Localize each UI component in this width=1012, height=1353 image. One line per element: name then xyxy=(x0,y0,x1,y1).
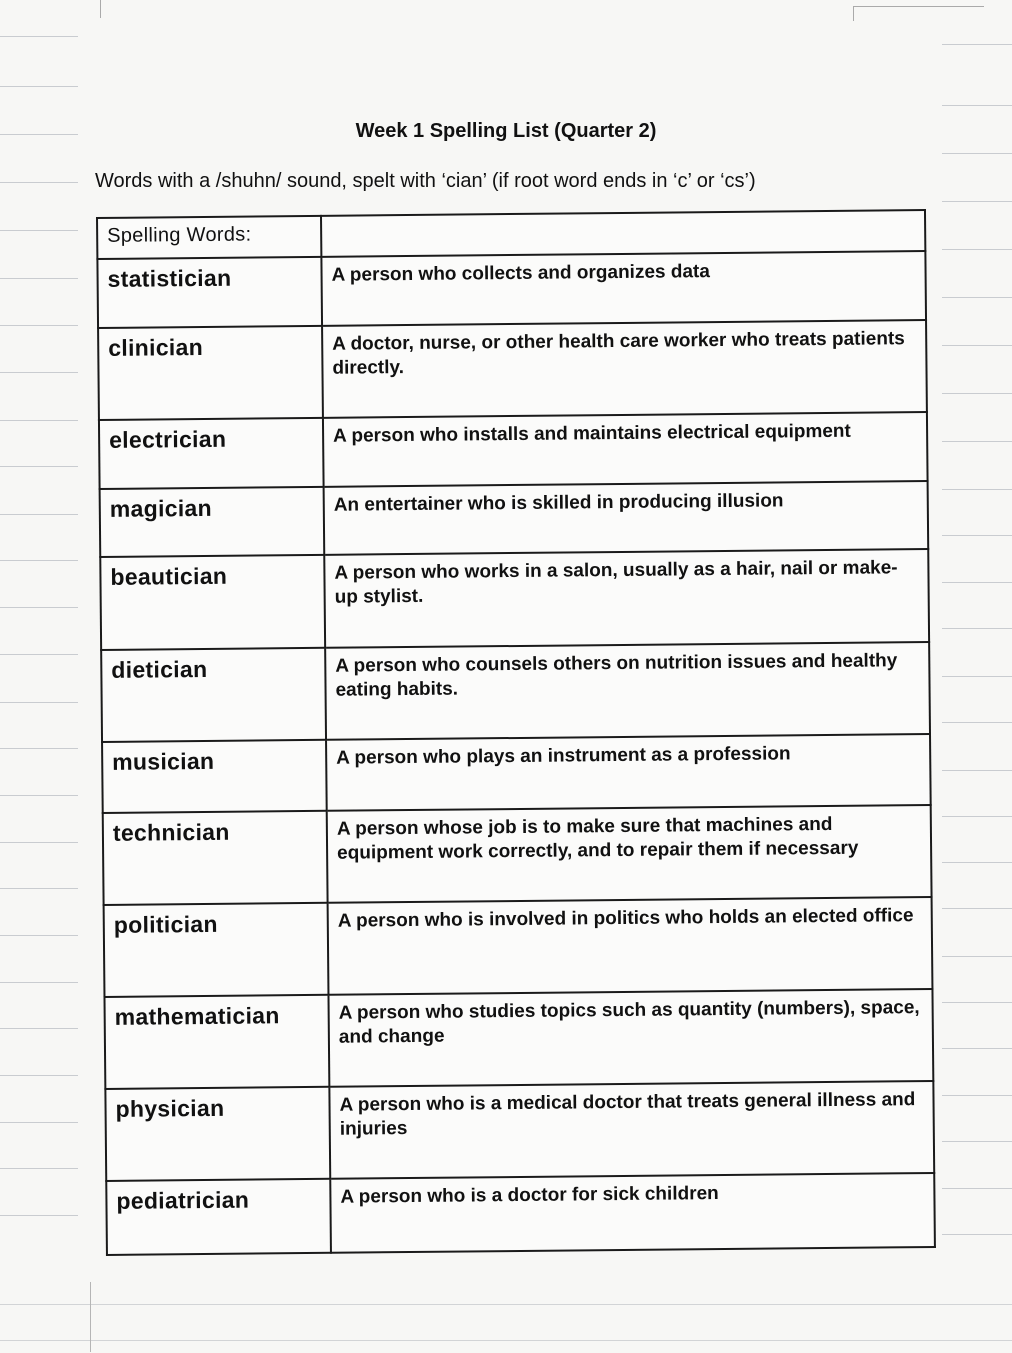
spelling-table xyxy=(96,209,936,1256)
spelling-word: pediatrician xyxy=(106,1179,331,1255)
word-definition: A person who plays an instrument as a profession xyxy=(326,734,931,811)
table-row xyxy=(104,989,933,1089)
word-definition: A person who is involved in politics who holds an elected office xyxy=(328,897,933,995)
spelling-word: clinician xyxy=(98,326,323,420)
spelling-word: statistician xyxy=(97,257,322,328)
table-row xyxy=(98,320,927,420)
word-definition: A person who collects and organizes data xyxy=(321,251,926,326)
word-definition: A person who is a doctor for sick children xyxy=(330,1173,935,1253)
word-definition: A person who installs and maintains electrical equipment xyxy=(323,412,928,487)
table-row xyxy=(102,734,931,813)
table-row xyxy=(104,897,933,997)
spelling-word: musician xyxy=(102,740,327,813)
spelling-word: electrician xyxy=(99,418,324,489)
word-definition: An entertainer who is skilled in producing illusion xyxy=(324,481,929,555)
spelling-word: technician xyxy=(103,811,328,905)
table-row xyxy=(97,251,926,328)
header-spelling-words: Spelling Words: xyxy=(97,216,321,259)
table-row xyxy=(99,412,928,489)
spelling-word: dietician xyxy=(101,648,326,742)
table-row xyxy=(101,642,930,742)
table-row xyxy=(100,481,929,557)
spelling-word: physician xyxy=(105,1087,330,1181)
word-definition: A doctor, nurse, or other health care worker who treats patients directly. xyxy=(322,320,927,418)
word-definition: A person who is a medical doctor that treats general illness and injuries xyxy=(329,1081,934,1179)
word-definition: A person who counsels others on nutrition issues and healthy eating habits. xyxy=(325,642,930,740)
table-row xyxy=(103,805,932,905)
table-row xyxy=(105,1081,934,1181)
word-definition: A person who works in a salon, usually as a hair, nail or make-up stylist. xyxy=(324,549,929,648)
page-title: Week 1 Spelling List (Quarter 2) xyxy=(355,120,657,142)
table-row xyxy=(100,549,929,650)
table-row xyxy=(106,1173,935,1255)
spelling-word: magician xyxy=(100,487,325,557)
spelling-word: beautician xyxy=(100,555,325,650)
spelling-word: mathematician xyxy=(104,995,329,1089)
header-definition xyxy=(321,210,925,257)
word-definition: A person whose job is to make sure that machines and equipment work correctly, and to repair them if necessary xyxy=(327,805,932,903)
spelling-word: politician xyxy=(104,903,329,997)
word-definition: A person who studies topics such as quantity (numbers), space, and change xyxy=(328,989,933,1087)
page-subtitle: Words with a /shuhn/ sound, spelt with ‘cian’ (if root word ends in ‘c’ or ‘cs’) xyxy=(95,170,756,192)
